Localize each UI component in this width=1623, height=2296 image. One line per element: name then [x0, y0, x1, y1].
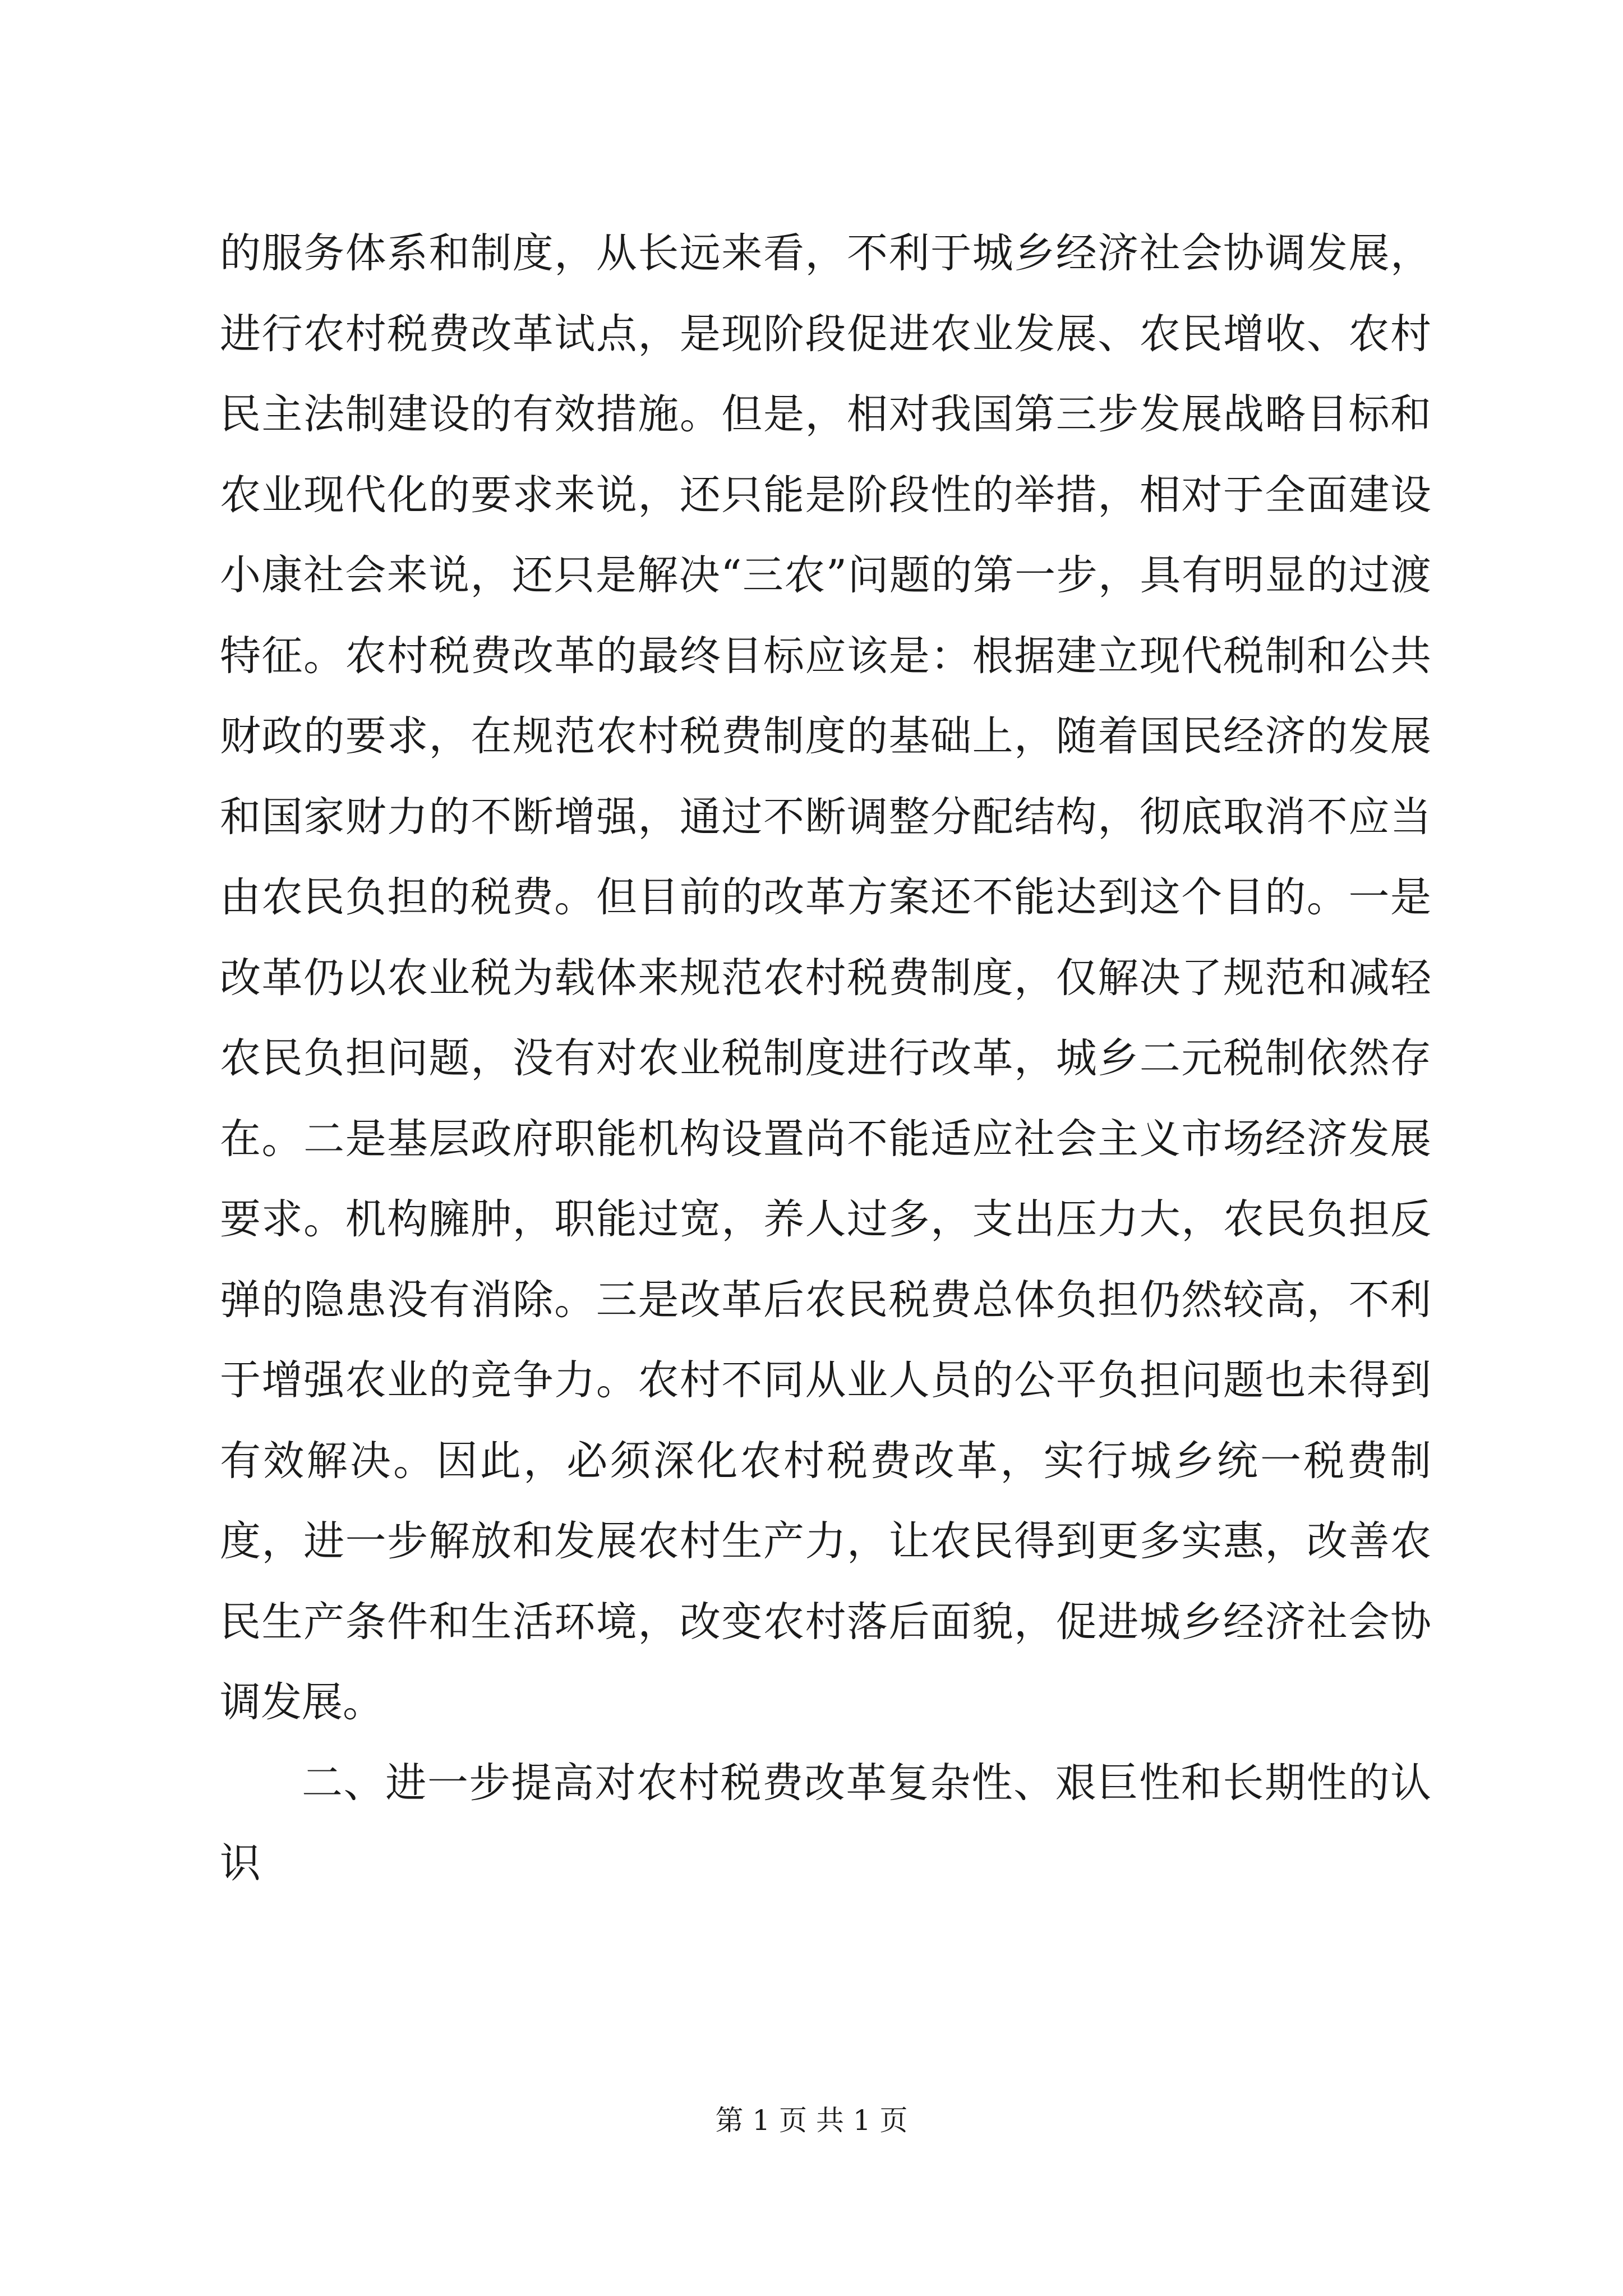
document-body	[220, 213, 1431, 1904]
body-paragraph: 的服务体系和制度，从长远来看，不利于城乡经济社会协调发展，进行农村税费改革试点，是现阶段促进农业发展、农民增收、农村民主法制建设的有效措施。但是，相对我国第三步发展战略目标和农业现代化的要求来说，还只能是阶段性的举措，相对于全面建设小康社会来说，还只是解决“三农”问题的第一步，具有明显的过渡特征。农村税费改革的最终目标应该是：根据建立现代税制和公共财政的要求，在规范农村税费制度的基础上，随着国民经济的发展和国家财力的不断增强，通过不断调整分配结构，彻底取消不应当由农民负担的税费。但目前的改革方案还不能达到这个目的。一是改革仍以农业税为载体来规范农村税费制度，仅解决了规范和减轻农民负担问题，没有对农业税制度进行改革，城乡二元税制依然存在。二是基层政府职能机构设置尚不能适应社会主义市场经济发展要求。机构臃肿，职能过宽，养人过多，支出压力大，农民负担反弹的隐患没有消除。三是改革后农民税费总体负担仍然较高，不利于增强农业的竞争力。农村不同从业人员的公平负担问题也未得到有效解决。因此，必须深化农村税费改革，实行城乡统一税费制度，进一步解放和发展农村生产力，让农民得到更多实惠，改善农民生产条件和生活环境，改变农村落后面貌，促进城乡经济社会协调发展。	[220, 229, 1431, 1726]
section-heading-paragraph: 二、进一步提高对农村税费改革复杂性、艰巨性和长期性的认识	[220, 1759, 1431, 1887]
page-number-label: 第 1 页 共 1 页	[715, 2104, 908, 2137]
page-footer	[0, 2101, 1623, 2140]
